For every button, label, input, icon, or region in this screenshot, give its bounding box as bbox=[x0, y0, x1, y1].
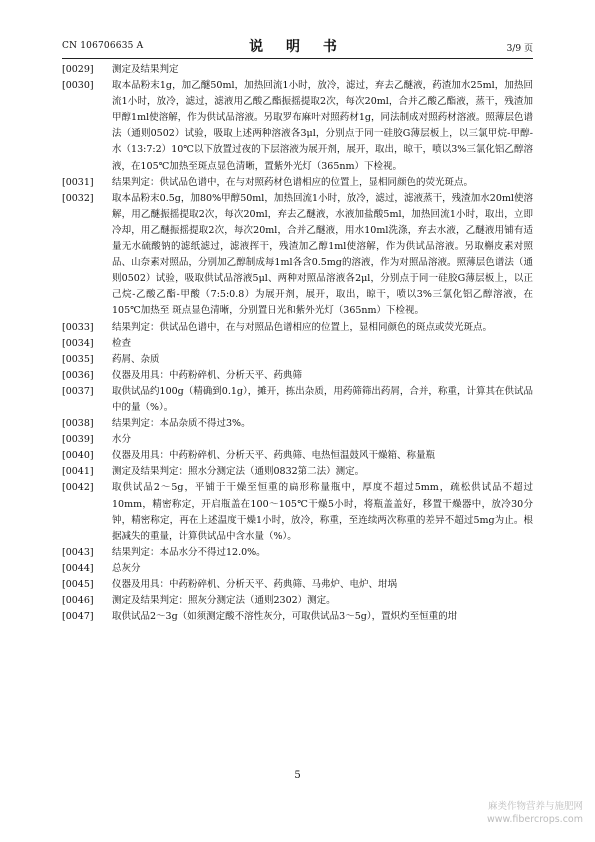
paragraph bbox=[62, 78, 533, 175]
paragraph-number: [0039] bbox=[62, 434, 94, 446]
paragraph-text: 结果判定：本品水分不得过12.0%。 bbox=[112, 546, 266, 558]
paragraph bbox=[62, 416, 533, 432]
paragraph bbox=[62, 368, 533, 384]
paragraph bbox=[62, 561, 533, 577]
paragraph-number: [0040] bbox=[62, 450, 94, 462]
page-number: 5 bbox=[294, 770, 301, 781]
paragraph-text: 结果判定：本品杂质不得过3%。 bbox=[112, 418, 251, 430]
paragraph-text: 取供试品2～5g，平铺于干燥至恒重的扁形称量瓶中，厚度不超过5mm，疏松供试品不超过10mm，精密称定，开启瓶盖在100～105℃干燥5小时，将瓶盖盖好，移置干燥器中，放冷30分钟，精密称定，再在上述温度干燥1小时，放冷，称重，至连续两次称重的差异不超过5mg为止。根据减失的重量，计算供试品中含水量（%）。 bbox=[112, 482, 533, 542]
paragraph bbox=[62, 384, 533, 416]
paragraph-text: 总灰分 bbox=[112, 562, 141, 574]
paragraph-number: [0041] bbox=[62, 466, 94, 478]
paragraph-number: [0043] bbox=[62, 546, 94, 558]
paragraph bbox=[62, 320, 533, 336]
page-of-total: 3/9 页 bbox=[506, 44, 533, 54]
watermark-site-name: 麻类作物营养与施肥网 bbox=[487, 801, 583, 812]
paragraph-number: [0045] bbox=[62, 579, 94, 590]
paragraph-number: [0044] bbox=[62, 562, 94, 574]
paragraph-text: 仪器及用具：中药粉碎机、分析天平、药典筛、马弗炉、电炉、坩埚 bbox=[112, 579, 398, 590]
paragraph bbox=[62, 175, 533, 191]
paragraph-text: 取本品粉末0.5g，加80%甲醇50ml，加热回流1小时，放冷，滤过，滤液蒸干，残渣加水20ml使溶解，用乙醚振摇提取2次，每次20ml，弃去乙醚液，水液加盐酸5ml，加热回流1小时，取出，立即冷却，用乙醚振摇提取2次，每次20ml，合并乙醚液，用水10ml洗涤，弃去水液，乙醚液用铺有适量无水硫酸钠的滤纸滤过，滤液挥干，残渣加乙醇1ml使溶解，作为供试品溶液。另取槲皮素对照品、山奈素对照品，分别加乙醇制成每1ml各含0.5mg的溶液，作为对照品溶液。照薄层色谱法（通则0502）试验，吸取供试品溶液5μl、两种对照品溶液各2μl，分别点于同一硅胶G薄层板上，以正己烷-乙酸乙酯-甲酸（7:5:0.8）为展开剂，展开，取出，晾干，喷以3%三氯化铝乙醇溶液，在105℃加热至 斑点显色清晰，分别置日光和紫外光灯（365nm）下检视。 bbox=[112, 192, 533, 317]
paragraph-text: 检查 bbox=[112, 337, 132, 349]
paragraph-text: 取供试品2～3g（如须测定酸不溶性灰分，可取供试品3～5g），置炽灼至恒重的坩 bbox=[112, 611, 458, 623]
document-title: 说 明 书 bbox=[249, 39, 346, 55]
paragraph-text: 结果判定：供试品色谱中，在与对照药材色谱相应的位置上，显相同颜色的荧光斑点。 bbox=[112, 176, 474, 188]
paragraph-number: [0047] bbox=[62, 611, 94, 623]
paragraph bbox=[62, 352, 533, 368]
paragraph bbox=[62, 62, 533, 78]
paragraph-number: [0035] bbox=[62, 353, 94, 365]
paragraph-number: [0033] bbox=[62, 321, 94, 333]
paragraph-text: 测定及结果判定：照灰分测定法（通则2302）测定。 bbox=[112, 595, 336, 607]
site-watermark bbox=[487, 800, 583, 826]
paragraph-number: [0038] bbox=[62, 418, 94, 430]
paragraph-number: [0030] bbox=[62, 80, 94, 92]
paragraph-text: 取供试品约100g（精确到0.1g），摊开，拣出杂质，用药筛筛出药屑，合并，称重，计算其在供试品中的量（%）。 bbox=[112, 385, 533, 413]
paragraph-number: [0037] bbox=[62, 385, 94, 397]
paragraph-number: [0042] bbox=[62, 482, 94, 494]
paragraph bbox=[62, 545, 533, 561]
paragraph bbox=[62, 609, 533, 625]
paragraph-text: 结果判定：供试品色谱中，在与对照品色谱相应的位置上，显相同颜色的斑点或荧光斑点。 bbox=[112, 321, 493, 333]
page-header bbox=[62, 36, 533, 58]
paragraph bbox=[62, 577, 533, 593]
paragraph-number: [0029] bbox=[62, 64, 94, 75]
watermark-url: www.fibercrops.com bbox=[486, 814, 583, 825]
paragraph-number: [0031] bbox=[62, 176, 94, 188]
paragraph-text: 仪器及用具：中药粉碎机、分析天平、药典筛、电热恒温鼓风干燥箱、称量瓶 bbox=[112, 450, 436, 462]
paragraph-text: 取本品粉末1g，加乙醚50ml，加热回流1小时，放冷，滤过，弃去乙醚液，药渣加水25ml，加热回流1小时，放冷，滤过，滤液用乙酸乙酯振摇提取2次，每次20ml，合并乙酸乙酯液，蒸干，残渣加甲醇1ml使溶解，作为供试品溶液。另取罗布麻叶对照药材1g，同法制成对照药材溶液。照薄层色谱法（通则0502）试验，吸取上述两种溶液各3μl，分别点于同一硅胶G薄层板上，以三氯甲烷-甲醇-水（13:7:2）10℃以下放置过夜的下层溶液为展开剂，展开，取出，晾干，喷以3%三氯化铝乙醇溶液，在105℃加热至斑点显色清晰，置紫外光灯（365nm）下检视。 bbox=[112, 80, 533, 172]
patent-number: CN 106706635 A bbox=[62, 41, 144, 51]
paragraph bbox=[62, 336, 533, 352]
paragraph-text: 测定及结果判定：照水分测定法（通则0832第二法）测定。 bbox=[112, 466, 365, 478]
header-rule bbox=[62, 58, 533, 59]
paragraph-number: [0046] bbox=[62, 595, 94, 607]
paragraph bbox=[62, 480, 533, 544]
paragraph-text: 水分 bbox=[112, 434, 132, 446]
paragraph bbox=[62, 464, 533, 480]
paragraph-text: 仪器及用具：中药粉碎机、分析天平、药典筛 bbox=[112, 369, 303, 381]
paragraph-number: [0032] bbox=[62, 192, 94, 204]
paragraph-number: [0034] bbox=[62, 337, 94, 349]
paragraph-text: 药屑、杂质 bbox=[112, 353, 160, 365]
paragraph bbox=[62, 191, 533, 320]
paragraph bbox=[62, 432, 533, 448]
paragraph-number: [0036] bbox=[62, 369, 94, 381]
paragraph bbox=[62, 593, 533, 609]
document-body bbox=[62, 62, 533, 625]
paragraph-text: 测定及结果判定 bbox=[112, 64, 179, 75]
paragraph bbox=[62, 448, 533, 464]
